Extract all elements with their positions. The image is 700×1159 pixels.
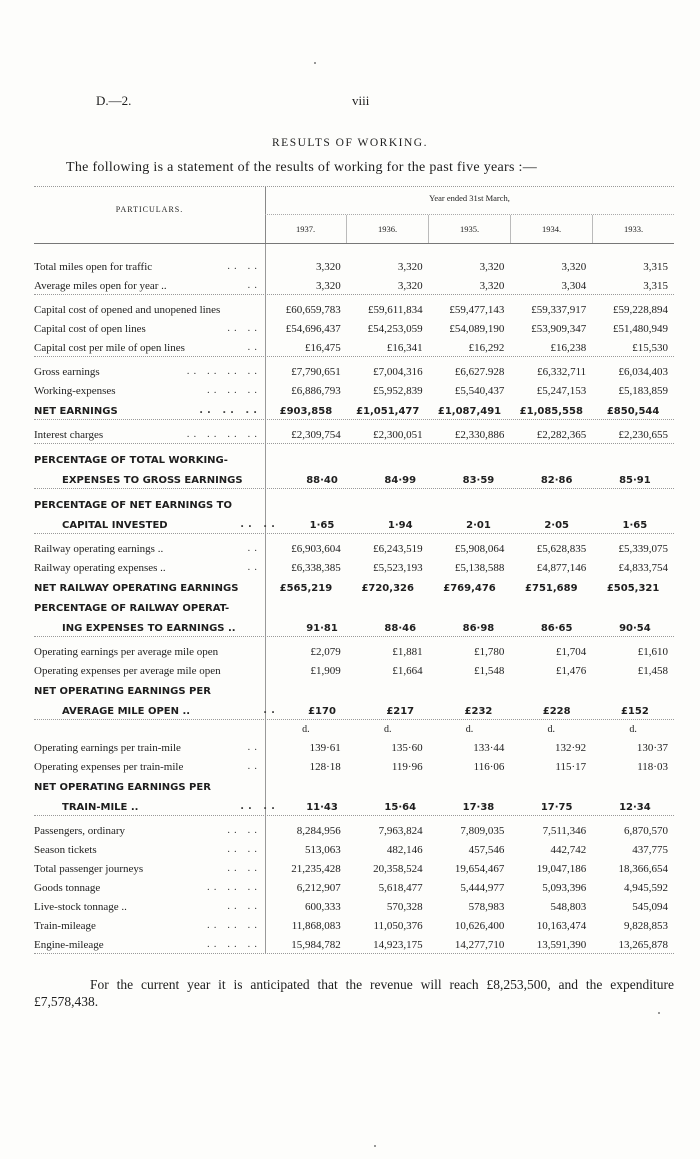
value-cell: 11,050,376 (373, 920, 423, 932)
value-cell: £1,881 (392, 646, 423, 658)
value-cell: 135·60 (391, 742, 423, 754)
table-row (34, 254, 674, 273)
table-row (34, 397, 674, 417)
row-label (34, 603, 265, 614)
value-cell: £1,085,558 (519, 406, 583, 417)
row-label (34, 802, 283, 813)
table-row (34, 677, 674, 697)
value-cell: 545,094 (632, 901, 668, 913)
value-cell: 437,775 (632, 844, 668, 856)
value-cell: 8,284,956 (296, 825, 341, 837)
value-cell: £16,238 (550, 342, 587, 354)
row-label (34, 500, 265, 511)
value-cell: 7,511,346 (542, 825, 587, 837)
value-cell: £59,611,834 (368, 304, 423, 316)
value-cell: 133·44 (473, 742, 505, 754)
value-cell: £565,219 (279, 583, 333, 594)
value-cell: £15,530 (632, 342, 668, 354)
row-label-text: PERCENTAGE OF TOTAL WORKING- (34, 455, 228, 466)
row-label (34, 939, 265, 951)
value-cell: 3,315 (643, 280, 668, 292)
table-row (34, 754, 674, 773)
value-cell: £6,338,385 (291, 562, 341, 574)
leader-dots: .. .. .. (207, 920, 261, 931)
value-cell: £2,079 (310, 646, 341, 658)
row-group (34, 420, 674, 444)
value-cell: £5,523,193 (373, 562, 423, 574)
row-label (34, 304, 265, 316)
value-cell: 88·40 (306, 475, 338, 486)
row-label (34, 706, 283, 717)
value-cell: 7,809,035 (460, 825, 505, 837)
value-cell: £7,004,316 (373, 366, 423, 378)
row-group (34, 720, 674, 816)
row-label (34, 825, 265, 837)
value-cell: £16,475 (305, 342, 341, 354)
year-ended-header: Year ended 31st March, (429, 193, 510, 203)
row-label-text: Operating earnings per train-mile (34, 742, 181, 754)
page-number: viii (352, 93, 370, 108)
paper-speck (314, 62, 316, 64)
value-cell: 139·61 (309, 742, 341, 754)
value-cell: £6,332,711 (537, 366, 587, 378)
row-label-text: PERCENTAGE OF RAILWAY OPERAT- (34, 603, 230, 614)
table-header (34, 186, 674, 244)
value-cell: 18,366,654 (618, 863, 668, 875)
value-cell: £1,909 (310, 665, 341, 677)
value-cell: 84·99 (384, 475, 417, 486)
leader-dots: .. .. .. (199, 406, 261, 416)
leader-dots: .. .. (227, 863, 261, 874)
value-cell: 12·34 (619, 802, 651, 813)
value-cell: £720,326 (361, 583, 414, 594)
row-group (34, 534, 674, 637)
row-group (34, 489, 674, 534)
row-label (34, 323, 265, 335)
leader-dots: .. .. .. (207, 882, 261, 893)
year-column-header: 1937. (295, 224, 316, 234)
leader-dots: .. (247, 543, 261, 554)
leader-dots: .. .. (227, 901, 261, 912)
table-row (34, 491, 674, 511)
value-cell: 1·65 (622, 520, 648, 531)
value-cell: d. (302, 724, 310, 735)
value-cell: 9,828,853 (623, 920, 668, 932)
value-cell: £59,337,917 (531, 304, 587, 316)
value-cell: 548,803 (550, 901, 587, 913)
row-label (34, 385, 265, 397)
row-label-text: Railway operating earnings .. (34, 543, 164, 555)
row-label (34, 429, 265, 441)
table-row (34, 837, 674, 856)
value-cell: £6,886,793 (291, 385, 341, 397)
table-row (34, 735, 674, 754)
paper-speck (658, 1012, 660, 1014)
value-cell: 5,618,477 (378, 882, 423, 894)
row-label-text: CAPITAL INVESTED (62, 520, 168, 531)
leader-dots: .. .. .. (207, 939, 261, 950)
value-cell: 10,163,474 (536, 920, 587, 932)
table-row (34, 446, 674, 466)
value-cell: 82·86 (540, 475, 573, 486)
row-group (34, 357, 674, 420)
row-label-text: Capital cost per mile of open lines (34, 342, 185, 354)
value-cell: 482,146 (386, 844, 423, 856)
year-column-header: 1933. (592, 215, 674, 243)
row-label (34, 665, 265, 677)
value-cell: 14,277,710 (454, 939, 505, 951)
value-cell: 15,984,782 (291, 939, 341, 951)
row-label-text: Passengers, ordinary (34, 825, 126, 837)
value-cell: £2,230,655 (618, 429, 668, 441)
value-cell: £903,858 (279, 406, 333, 417)
value-cell: 128·18 (309, 761, 341, 773)
value-cell: £6,627.928 (454, 366, 505, 378)
row-label-text: Capital cost of open lines (34, 323, 146, 335)
row-label (34, 920, 265, 932)
table-row (34, 378, 674, 397)
row-label (34, 863, 265, 875)
row-label-text: NET OPERATING EARNINGS PER (34, 782, 211, 793)
row-label-text: Total passenger journeys (34, 863, 144, 875)
row-label (34, 475, 283, 486)
footer-note: For the current year it is anticipated that the revenue will reach £8,253,500, and the expenditure £7,578,438. (34, 977, 674, 1009)
value-cell: £505,321 (606, 583, 660, 594)
table-row (34, 818, 674, 837)
value-cell: 86·65 (540, 623, 573, 634)
value-cell: £1,664 (392, 665, 423, 677)
value-cell: £5,138,588 (454, 562, 505, 574)
value-cell: 3,304 (561, 280, 587, 292)
leader-dots: .. (247, 562, 261, 573)
value-cell: £54,253,059 (367, 323, 423, 335)
value-cell: 2·05 (544, 520, 570, 531)
value-cell: 2·01 (466, 520, 491, 531)
value-cell: £2,330,886 (454, 429, 505, 441)
value-cell: £5,952,839 (373, 385, 423, 397)
value-cell: 86·98 (462, 623, 495, 634)
leader-dots: .. .. (240, 520, 279, 530)
value-cell: 3,320 (561, 261, 587, 273)
row-group (34, 637, 674, 720)
leader-dots: .. .. (227, 323, 261, 334)
value-cell: d. (383, 724, 392, 735)
leader-dots: .. (247, 761, 261, 772)
row-label-text: Average miles open for year .. (34, 280, 167, 292)
row-group (34, 295, 674, 357)
table-row (34, 875, 674, 894)
table-row (34, 297, 674, 316)
table-row (34, 614, 674, 634)
table-row (34, 359, 674, 378)
table-row (34, 335, 674, 354)
value-cell: 457,546 (468, 844, 505, 856)
value-cell: £769,476 (443, 583, 496, 594)
value-cell: 5,444,977 (460, 882, 505, 894)
value-cell: 1·94 (387, 520, 413, 531)
table-row (34, 536, 674, 555)
row-label (34, 455, 265, 466)
table-row (34, 793, 674, 813)
value-cell: £1,051,477 (356, 406, 420, 417)
value-cell: 17·75 (540, 802, 573, 813)
intro-text: The following is a statement of the results of working for the past five years :— (66, 160, 538, 175)
row-label-text: NET OPERATING EARNINGS PER (34, 686, 211, 697)
value-cell: £60,659,783 (285, 304, 341, 316)
row-label-text: Live-stock tonnage .. (34, 901, 127, 913)
value-cell: 4,945,592 (623, 882, 668, 894)
year-column-header: 1935. (428, 215, 510, 243)
value-cell: 5,093,396 (542, 882, 587, 894)
leader-dots: .. .. .. .. (186, 366, 261, 377)
value-cell: 14,923,175 (373, 939, 423, 951)
value-cell: £54,089,190 (449, 323, 505, 335)
row-label (34, 543, 265, 555)
table-row (34, 856, 674, 875)
row-label-text: Season tickets (34, 844, 97, 856)
value-cell: 118·03 (637, 761, 668, 773)
value-cell: 90·54 (619, 623, 651, 634)
value-cell: £228 (542, 706, 571, 717)
table-body (34, 244, 674, 954)
value-cell: 3,315 (643, 261, 668, 273)
row-label (34, 562, 265, 574)
table-row (34, 273, 674, 292)
value-cell: 3,320 (316, 261, 341, 273)
value-cell: £152 (620, 706, 649, 717)
value-cell: £16,341 (386, 342, 423, 354)
value-cell: 570,328 (386, 901, 423, 913)
value-cell: £850,544 (606, 406, 660, 417)
table-row (34, 594, 674, 614)
value-cell: £4,833,754 (618, 562, 668, 574)
value-cell: 10,626,400 (454, 920, 505, 932)
row-label-text: Gross earnings (34, 366, 100, 378)
value-cell: 116·06 (473, 761, 505, 773)
row-label (34, 742, 265, 754)
value-cell: £6,243,519 (373, 543, 423, 555)
value-cell: £5,183,859 (618, 385, 668, 397)
value-cell: 13,265,878 (618, 939, 668, 951)
row-label-text: Operating expenses per train-mile (34, 761, 184, 773)
row-label (34, 761, 265, 773)
table-row (34, 466, 674, 486)
row-label-text: Operating earnings per average mile open (34, 646, 219, 658)
row-label (34, 366, 265, 378)
value-cell: £59,228,894 (612, 304, 668, 316)
row-label-text: NET EARNINGS (34, 406, 118, 417)
row-label (34, 844, 265, 856)
table-row (34, 913, 674, 932)
value-cell: £2,309,754 (291, 429, 341, 441)
value-cell: d. (629, 724, 637, 735)
value-cell: 578,983 (468, 901, 505, 913)
table-row (34, 316, 674, 335)
value-cell: £5,628,835 (536, 543, 587, 555)
table-row (34, 697, 674, 717)
value-cell: £5,247,153 (536, 385, 587, 397)
value-cell: 6,870,570 (623, 825, 668, 837)
row-label (34, 520, 283, 531)
year-column-header: 1936. (346, 215, 428, 243)
row-label (34, 901, 265, 913)
value-cell: 91·81 (306, 623, 338, 634)
value-cell: £170 (308, 706, 336, 717)
value-cell: 17·38 (462, 802, 495, 813)
table-row (34, 639, 674, 658)
page-reference: D.—2. (96, 93, 132, 108)
row-label (34, 342, 265, 354)
value-cell: £5,908,064 (454, 543, 505, 555)
row-label (34, 406, 265, 417)
value-cell: £7,790,651 (291, 366, 341, 378)
value-cell: £6,903,604 (291, 543, 341, 555)
table-row (34, 894, 674, 913)
table-row (34, 773, 674, 793)
value-cell: 6,212,907 (296, 882, 341, 894)
row-label-text: ING EXPENSES TO EARNINGS .. (62, 623, 236, 634)
value-cell: £1,548 (474, 665, 505, 677)
value-cell: £53,909,347 (531, 323, 587, 335)
row-label (34, 782, 265, 793)
value-cell: 3,320 (479, 261, 505, 273)
leader-dots: .. .. .. .. (186, 429, 261, 440)
leader-dots: .. .. (227, 261, 261, 272)
value-cell: £232 (464, 706, 493, 717)
leader-dots: .. .. (227, 825, 261, 836)
value-cell: 600,333 (305, 901, 341, 913)
value-cell: £6,034,403 (618, 366, 668, 378)
table-row (34, 511, 674, 531)
value-cell: 11,868,083 (291, 920, 341, 932)
row-label-text: Operating expenses per average mile open (34, 665, 221, 677)
value-cell: 19,654,467 (454, 863, 505, 875)
value-cell: £5,540,437 (454, 385, 505, 397)
value-cell: 21,235,428 (291, 863, 341, 875)
row-label (34, 623, 283, 634)
particulars-header: PARTICULARS. (115, 205, 184, 214)
value-cell: 19,047,186 (536, 863, 587, 875)
row-label (34, 646, 265, 658)
row-label-text: Interest charges (34, 429, 104, 441)
table-row (34, 574, 674, 594)
value-cell: 115·17 (555, 761, 587, 773)
value-cell: 119·96 (391, 761, 423, 773)
leader-dots: .. (247, 280, 261, 291)
value-cell: 3,320 (397, 261, 423, 273)
value-cell: £54,696,437 (285, 323, 341, 335)
value-cell: £1,458 (637, 665, 668, 677)
row-label (34, 882, 265, 894)
leader-dots: .. (247, 742, 261, 753)
value-cell: 130·37 (636, 742, 668, 754)
table-row (34, 722, 674, 735)
paper-speck (374, 1145, 376, 1147)
leader-dots: .. (263, 706, 279, 716)
year-column-header: 1934. (510, 215, 592, 243)
row-label-text: Engine-mileage (34, 939, 104, 951)
value-cell: 1·65 (309, 520, 335, 531)
value-cell: £16,292 (468, 342, 505, 354)
row-label (34, 686, 265, 697)
value-cell: 3,320 (397, 280, 423, 292)
table-row (34, 555, 674, 574)
value-cell: £2,282,365 (536, 429, 587, 441)
row-group (34, 816, 674, 954)
table-row (34, 932, 674, 951)
row-label-text: Working-expenses (34, 385, 116, 397)
table-row (34, 658, 674, 677)
value-cell: 88·46 (384, 623, 417, 634)
value-cell: 3,320 (316, 280, 341, 292)
value-cell: £4,877,146 (536, 562, 587, 574)
value-cell: £217 (386, 706, 415, 717)
table-row (34, 422, 674, 441)
value-cell: 11·43 (306, 802, 338, 813)
row-label (34, 261, 265, 273)
leader-dots: .. .. (240, 802, 279, 812)
row-label-text: Railway operating expenses .. (34, 562, 166, 574)
value-cell: 7,963,824 (378, 825, 423, 837)
value-cell: 20,358,524 (373, 863, 423, 875)
row-label-text: Train-mileage (34, 920, 96, 932)
value-cell: 15·64 (384, 802, 417, 813)
value-cell: £2,300,051 (373, 429, 423, 441)
value-cell: £1,087,491 (437, 406, 502, 417)
value-cell: d. (547, 724, 556, 735)
row-label-text: Goods tonnage (34, 882, 101, 894)
value-cell: £5,339,075 (618, 543, 668, 555)
row-label-text: Capital cost of opened and unopened lines (34, 304, 221, 316)
value-cell: £51,480,949 (612, 323, 668, 335)
value-cell: £751,689 (525, 583, 578, 594)
row-group (34, 444, 674, 489)
row-group (34, 244, 674, 295)
leader-dots: .. .. .. (207, 385, 261, 396)
value-cell: 442,742 (550, 844, 587, 856)
value-cell: 13,591,390 (536, 939, 587, 951)
value-cell: 513,063 (305, 844, 341, 856)
row-label-text: TRAIN-MILE .. (62, 802, 139, 813)
value-cell: 83·59 (462, 475, 495, 486)
row-label (34, 583, 265, 594)
section-heading: RESULTS OF WORKING. (272, 137, 428, 149)
value-cell: 85·91 (619, 475, 651, 486)
row-label-text: EXPENSES TO GROSS EARNINGS (62, 475, 243, 486)
row-label-text: NET RAILWAY OPERATING EARNINGS (34, 583, 239, 594)
row-label-text: AVERAGE MILE OPEN .. (62, 706, 191, 717)
value-cell: 132·92 (555, 742, 587, 754)
value-cell: d. (465, 724, 474, 735)
value-cell: £1,780 (474, 646, 505, 658)
results-table (34, 186, 674, 954)
value-cell: £1,704 (555, 646, 587, 658)
value-cell: £1,476 (555, 665, 587, 677)
row-label-text: PERCENTAGE OF NET EARNINGS TO (34, 500, 232, 511)
value-cell: £1,610 (637, 646, 668, 658)
row-label-text: Total miles open for traffic (34, 261, 153, 273)
row-label (34, 280, 265, 292)
leader-dots: .. (247, 342, 261, 353)
leader-dots: .. .. (227, 844, 261, 855)
value-cell: 3,320 (479, 280, 505, 292)
value-cell: £59,477,143 (449, 304, 505, 316)
